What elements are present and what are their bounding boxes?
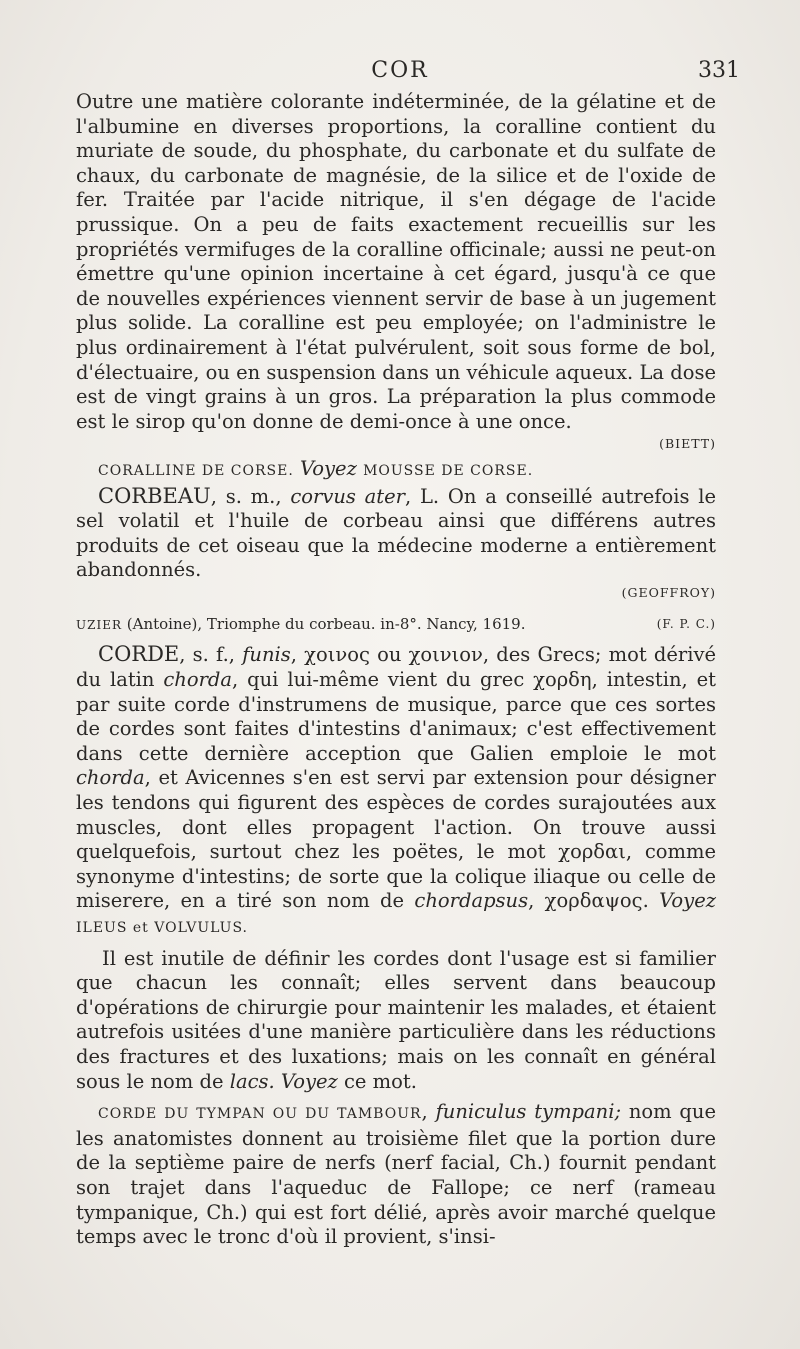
entry-corde: CORDE, s. f., funis, χοινος ou χοινιον, des Grecs; mot dérivé du latin chorda, qui lui-même vient du grec χορδη, intestin, et par suite corde d'instrumens de musique, parce que ces sortes de cordes sont faites d'intestins d'animaux; c'est effectivement dans cette dernière acception que Galien emploie le mot chorda, et Avicennes s'en est servi par extension pour désigner les tendons qui figurent des espèces de cordes surajoutées aux muscles, dont elles propagent l'action. On trouve aussi quelquefois, surtout chez les poëtes, le mot χορδαι, comme synonyme d'intestins; de sorte que la colique iliaque ou celle de miserere, en a tiré son nom de chordapsus, χορδαψος. Voyez ILEUS et VOLVULUS.: [76, 642, 717, 936]
entry-head: CORBEAU: [98, 483, 211, 508]
citation-text: (Antoine), Triomphe du corbeau. in-8°. Nancy, 1619.: [126, 615, 526, 634]
author-signature: (GEOFFROY): [621, 584, 716, 600]
voyez-label: Voyez: [299, 456, 357, 480]
paragraph-cordes-usage: Il est inutile de définir les cordes dont l'usage est si familier que chacun les connaît; elles servent dans beaucoup d'opérations de chirurgie pour maintenir les malades, et étaient autrefois usitées d'une manière particulière dans les réductions des fractures et des luxations; mais on les connaît en général sous le nom de lacs. Voyez ce mot.: [76, 946, 716, 1093]
bibliography-citation: [76, 613, 716, 636]
latin-name: corvus ater: [290, 484, 405, 508]
entry-coralline-de-corse: [76, 457, 716, 484]
citation-author: UZIER: [76, 618, 122, 633]
cross-reference: MOUSSE DE CORSE.: [363, 462, 534, 479]
paragraph-coralline-properties: Outre une matière colorante indéterminée, de la gélatine et de l'albumine en diverses proportions, la coralline contient du muriate de soude, du phosphate, du carbonate et du sulfate de chaux, du carbonate de magnésie, de la silice et de l'oxide de fer. Traitée par l'acide nitrique, il s'en dégage de l'acide prussique. On a peu de faits exactement recueillis sur les propriétés vermifuges de la coralline officinale; aussi ne peut-on émettre qu'une opinion incertaine à cet égard, jusqu'à ce que de nouvelles expériences viennent servir de base à un jugement plus solide. La coralline est peu employée; on l'administre le plus ordinairement à l'état pulvérulent, soit sous forme de bol, d'électuaire, ou en suspension dans un véhicule aqueux. La dose est de vingt grains à un gros. La préparation la plus commode est le sirop qu'on donne de demi-once à une once. (BIETT): [76, 90, 716, 457]
entry-head: CORDE DU TYMPAN OU DU TAMBOUR: [98, 1106, 422, 1123]
cross-reference: ILEUS et VOLVULUS.: [76, 920, 249, 936]
voyez-label: Voyez: [280, 1069, 338, 1093]
entry-corbeau: CORBEAU, s. m., corvus ater, L. On a conseillé autrefois le sel volatil et l'huile de corbeau ainsi que différens autres produits de cet oiseau que la médecine moderne a entièrement abandonnés. (GEOFFROY): [76, 484, 716, 606]
author-signature: (BIETT): [659, 436, 716, 452]
page-body: [76, 90, 716, 1250]
running-title: COR: [371, 58, 429, 83]
latin-name: funiculus tympani;: [435, 1100, 622, 1124]
running-header: [60, 58, 740, 88]
citation-signature: (F. P. C.): [656, 617, 716, 632]
entry-head: CORDE: [98, 642, 180, 667]
entry-corde-du-tympan: CORDE DU TYMPAN OU DU TAMBOUR, funiculus tympani; nom que les anatomistes donnent au troisième filet que la portion dure de la septième paire de nerfs (nerf facial, Ch.) fournit pendant son trajet dans l'aqueduc de Fallope; ce nerf (rameau tympanique, Ch.) qui est fort délié, après avoir marché quelque temps avec le tronc d'où il provient, s'insi-: [76, 1100, 717, 1249]
entry-head: CORALLINE DE CORSE.: [98, 462, 294, 479]
latin-name: funis: [242, 643, 291, 667]
voyez-label: Voyez: [659, 889, 717, 913]
page-number: 331: [698, 58, 740, 83]
